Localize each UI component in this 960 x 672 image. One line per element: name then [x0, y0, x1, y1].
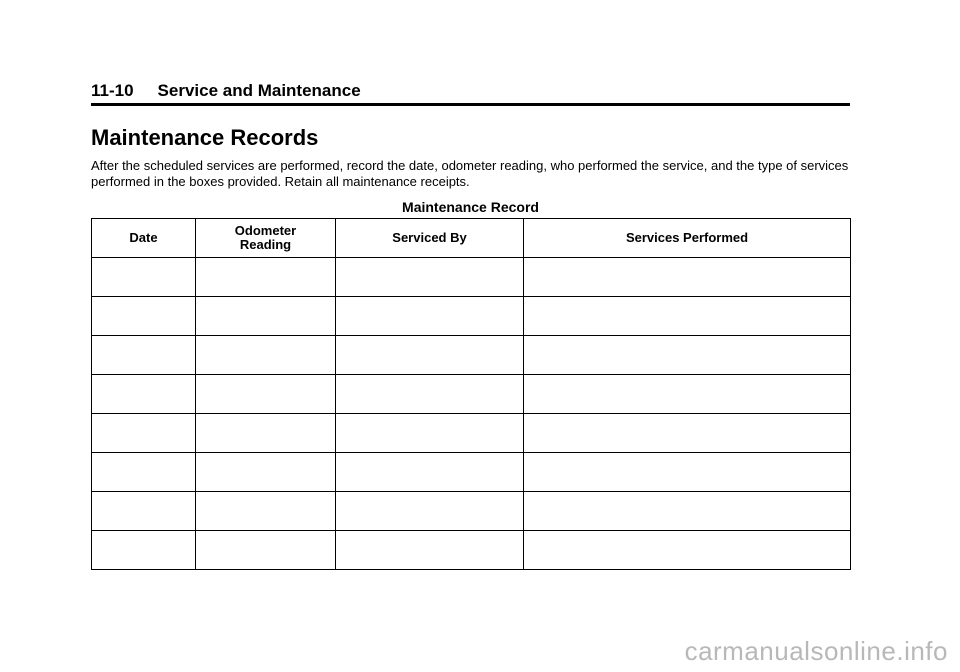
- header-divider: [91, 103, 850, 106]
- table-header-row: [92, 219, 851, 258]
- cell-date: [92, 531, 196, 570]
- table-row: [92, 492, 851, 531]
- cell-services-performed: [524, 297, 851, 336]
- page-number: 11-10: [91, 81, 134, 100]
- cell-serviced-by: [336, 336, 524, 375]
- intro-paragraph: After the scheduled services are performed, record the date, odometer reading, who performed the service, and the type of services performed in the boxes provided. Retain all maintenance receipts.: [91, 158, 849, 189]
- cell-services-performed: [524, 258, 851, 297]
- cell-date: [92, 414, 196, 453]
- cell-serviced-by: [336, 453, 524, 492]
- cell-odometer-reading: [196, 258, 336, 297]
- cell-date: [92, 297, 196, 336]
- cell-odometer-reading: [196, 297, 336, 336]
- cell-odometer-reading: [196, 375, 336, 414]
- cell-serviced-by: [336, 258, 524, 297]
- cell-serviced-by: [336, 414, 524, 453]
- table-row: [92, 258, 851, 297]
- cell-date: [92, 258, 196, 297]
- column-header-serviced-by: Serviced By: [336, 219, 524, 258]
- table-row: [92, 453, 851, 492]
- cell-serviced-by: [336, 297, 524, 336]
- cell-serviced-by: [336, 375, 524, 414]
- table-row: [92, 375, 851, 414]
- cell-services-performed: [524, 453, 851, 492]
- cell-services-performed: [524, 492, 851, 531]
- cell-serviced-by: [336, 531, 524, 570]
- page-header: [91, 80, 850, 102]
- odometer-line-1: Odometer: [234, 223, 297, 238]
- cell-date: [92, 375, 196, 414]
- table-row: [92, 336, 851, 375]
- table-row: [92, 531, 851, 570]
- table-caption: Maintenance Record: [402, 199, 539, 215]
- odometer-line-2: Reading: [239, 237, 292, 252]
- cell-services-performed: [524, 336, 851, 375]
- cell-services-performed: [524, 414, 851, 453]
- table-body: [92, 258, 851, 570]
- cell-odometer-reading: [196, 453, 336, 492]
- column-header-services-performed: Services Performed: [524, 219, 851, 258]
- cell-services-performed: [524, 375, 851, 414]
- column-header-date: Date: [92, 219, 196, 258]
- cell-odometer-reading: [196, 336, 336, 375]
- watermark: carmanualsonline.info: [684, 636, 948, 666]
- table-row: [92, 297, 851, 336]
- cell-date: [92, 336, 196, 375]
- cell-services-performed: [524, 531, 851, 570]
- cell-odometer-reading: [196, 531, 336, 570]
- cell-date: [92, 492, 196, 531]
- cell-serviced-by: [336, 492, 524, 531]
- section-title: Service and Maintenance: [157, 81, 361, 100]
- cell-odometer-reading: [196, 492, 336, 531]
- cell-odometer-reading: [196, 414, 336, 453]
- column-header-odometer-reading: [196, 219, 336, 258]
- maintenance-record-table: [91, 218, 851, 570]
- page-title: Maintenance Records: [91, 125, 319, 150]
- cell-date: [92, 453, 196, 492]
- table-row: [92, 414, 851, 453]
